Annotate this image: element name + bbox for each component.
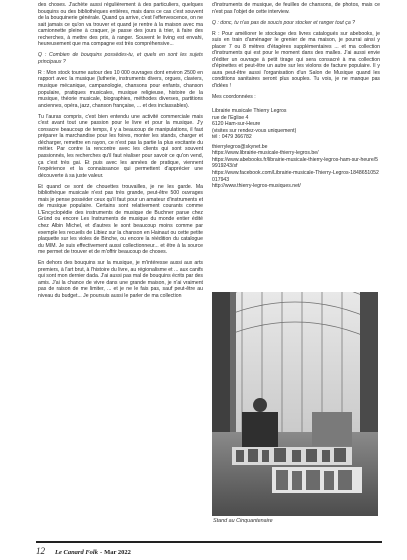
web-link[interactable]: https://www.abebooks.fr/librairie-musicale-thierry-legros-ham-sur-heure/59919243/sf xyxy=(212,156,378,170)
photo-caption: Stand au Cinquantenaire xyxy=(213,518,273,524)
article-paragraph: Et quand ce sont de chouettes trouvailles, je ne les garde. Ma bibliothèque musicale n'est pas très grande, peut-être 500 ouvrages mais je pense posséder ceux qu'il faut pour un amateur d'instruments et de musique populaire. Certains sont relativement courants comme L'Encyclopédie des instruments de musique de Buchner parue chez Gründ ou encore Les Instruments de musique du monde entier édité chez Albin Michel, et d'autres le sont beaucoup moins comme par exemple les recueils de Libiez sur la chanson en Hainaut ou cette petite plaquette sur les violes de Binche, ou encore la réédition du catalogue du MIM. Je suis effectivement aussi collectionneur... et être à la source me permet de trouver et de m'offrir beaucoup de choses. xyxy=(38,183,203,256)
magazine-name: Le Canard Folk xyxy=(55,549,98,556)
web-link[interactable]: https://www.librairie-musicale-thierry-legros.be/ xyxy=(212,150,319,157)
article-paragraph: R : Mon stock tourne autour des 10 000 ouvrages dont environ 2500 en rapport avec la musique (lutherie, instruments divers, orgues, claviers, musique mécanique, campanologie, chansons pour enfants, chanson populaire, pratiques musicales, musique religieuse, histoire de la musique, théorie musicale, biographies, méthodes diverses, partitions anciennes, opéra, jazz, chanson française, ... et des inclassables). xyxy=(38,69,203,109)
page-footer xyxy=(36,546,131,556)
page-number: 12 xyxy=(36,546,45,556)
article-paragraph: d'instruments de musique, de feuilles de chansons, de photos, mais ce n'est pas l'objet de cette interview. xyxy=(212,2,380,15)
interview-question: Q : donc, tu n'as pas de soucis pour stocker et ranger tout ça ? xyxy=(212,19,355,26)
article-paragraph: Tu l'auras compris, c'est bien entendu une activité commerciale mais c'est avant tout une passion pour le livre et pour la musique. J'y consacre beaucoup de temps, il y a beaucoup de manipulations, il faut préparer la marchandise pour les foires, monter les stands, charger et décharger, remettre en rayon, ce n'est pas la partie la plus excitante du métier. Par contre la rencontre avec les clients qui sont souvent passionnés, les recherches qu'il faut réaliser pour savoir ce qu'on vend, ça c'est très gai. Et puis avec les années de pratique, viennent l'expérience et la connaissance qui permettent d'apprécier une découverte à sa juste valeur. xyxy=(38,113,203,179)
address-line: rue de l'Eglise 4 xyxy=(212,114,249,121)
address-line: tél : 0479 366782 xyxy=(212,134,252,141)
contact-address xyxy=(212,108,380,141)
issue-date: Mar 2022 xyxy=(104,549,131,556)
interview-question: Q : Combien de bouquins possèdes-tu, et quels en sont les sujets principaux ? xyxy=(38,52,203,65)
article-paragraph: Mes coordonnées : xyxy=(212,94,256,101)
footer-rule xyxy=(36,541,382,543)
stand-photo xyxy=(212,292,378,516)
address-line: 6120 Ham-sur-Heure xyxy=(212,121,261,128)
address-line: Librairie musicale Thierry Legros xyxy=(212,108,287,115)
footer-separator: - xyxy=(99,549,103,556)
email-link[interactable]: thierrylegros@skynet.be xyxy=(212,143,268,150)
article-paragraph: des choses. J'achète aussi régulièrement à des particuliers, quelques bouquins ou des bibliothèques entières, mais dans ce cas c'est souvent de la bouquinerie générale. Quand ça arrive, c'est l'effervescence, on ne sait jamais ce qu'on va trouver et quand je rentre à la maison avec ma camionnette pleine à craquer, je passe des jours à trier, à faire des recherches, à mettre des prix, à ranger. Souvent le living est envahi, heureusement que ma compagne est très compréhensive... xyxy=(38,2,203,48)
contact-links xyxy=(212,144,380,190)
article-paragraph: En dehors des bouquins sur la musique, je m'intéresse aussi aux arts premiers, à l'art brut, à l'histoire du livre, au régionalisme et ... aux canifs qui sont mon dernier dada. J'ai aussi pas mal de bouquins écrits par des amis. J'ai la chance de vivre dans une grande maison, je n'ai vraiment pas de raison de me limiter, ... et je ne le fais pas, sauf peut-être au niveau du budget... Je poursuis aussi le parler de ma collection xyxy=(38,260,203,299)
address-line: (visites sur rendez-vous uniquement) xyxy=(212,127,297,134)
web-link[interactable]: https://www.facebook.com/Librairie-musicale-Thierry-Legros-1848651052017943 xyxy=(212,170,379,183)
web-link[interactable]: http://www.thierry-legros-musiques.net/ xyxy=(212,183,301,190)
article-right-column xyxy=(212,2,380,190)
article-paragraph: R : Pour améliorer le stockage des livres catalogués sur abebooks, je suis en train d'aménager le grenier de ma maison, je pourrai ainsi y placer 7 ou 8 mètres d'étagères supplémentaires ... et ma collection d'instruments qui est pour le moment dans des malles. J'ai aussi envie d'éditer un ouvrage à petit tirage qui sera consacré à ma collection d'épinettes et peut-être un autre sur les violons de facture populaire. Il y aura peut-être aussi l'organisation d'un Salon de Musique quand les conditions sanitaires seront plus souples. Tu vois, je ne manque pas d'idées ! xyxy=(212,30,380,90)
article-left-column xyxy=(38,2,203,304)
